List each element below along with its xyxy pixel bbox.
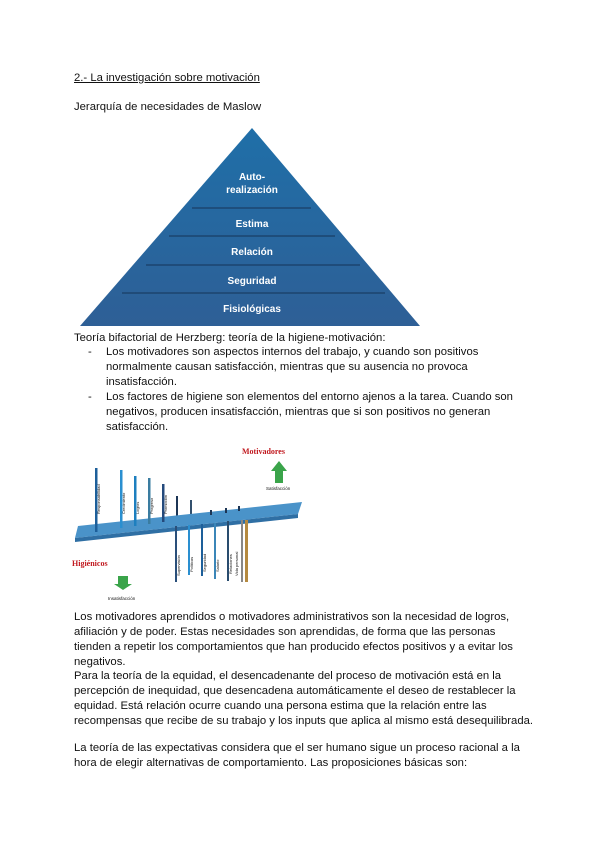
motivator-bar-label: Promoción [163, 494, 168, 514]
herzberg-bullet: - Los factores de higiene son elementos del entorno ajenos a la tarea. Cuando son negativos, producen insatisfacción, mientras que si son positivos no generan satisfacción. [88, 390, 528, 435]
insatisfaction-arrow-head-icon [114, 584, 132, 590]
herzberg-figure [70, 438, 320, 608]
motivator-bar [190, 500, 192, 516]
motivator-bar-label: Responsabilidad [96, 484, 101, 514]
satisfaction-arrow-icon [271, 461, 287, 483]
motivator-bar-label: Progreso [149, 497, 154, 514]
motivator-bar [134, 514, 137, 526]
motivator-bar-label: Logros [135, 501, 140, 514]
motivator-bar [162, 514, 165, 522]
motivadores-label: Motivadores [242, 447, 285, 456]
pyramid-level-realizacion: realización [226, 185, 278, 196]
hygiene-bar-label: Supervisión [176, 555, 181, 576]
hygiene-bar-label: Relaciones [228, 554, 233, 574]
motivator-bar-label: Crecimiento [121, 492, 126, 514]
plane-stub [238, 506, 240, 511]
hygiene-bar-label: Políticas [189, 556, 194, 572]
pyramid-level-auto: Auto- [238, 172, 266, 183]
motivator-bar [176, 496, 178, 516]
herzberg-bullet-list [88, 345, 528, 435]
plane-stub [210, 510, 212, 515]
pyramid-level-relacion: Relación [231, 247, 273, 258]
hygiene-bar-label: Salario [215, 559, 220, 572]
paragraph-equidad: Para la teoría de la equidad, el desencadenante del proceso de motivación está en la percepción de inequidad, que desencadena automáticamente el deseo de restablecer la equidad. Está relación ocurre cuando una persona estima que la relación entre las recompensas que recibe de su trabajo y los inputs que aplica al mismo está desequilibrada. [74, 670, 534, 727]
hygiene-bar [241, 520, 243, 582]
motivator-bar [95, 516, 98, 532]
herzberg-bullet: - Los motivadores son aspectos internos del trabajo, y cuando son positivos normalmente causan satisfacción, mientras que su ausencia no provoca insatisfacción. [88, 345, 528, 390]
plane-stub [225, 508, 227, 513]
pyramid-level-seguridad: Seguridad [227, 276, 277, 287]
maslow-label: Jerarquía de necesidades de Maslow [74, 101, 262, 113]
insatisfaccion-label: Insatisfacción [108, 596, 136, 601]
pyramid-level-fisiologicas: Fisiológicas [223, 304, 281, 315]
pyramid-level-estima: Estima [235, 219, 269, 230]
hygiene-bar-label: Seguridad [202, 553, 207, 572]
insatisfaction-arrow-icon [118, 576, 128, 584]
herzberg-title: Teoría bifactorial de Herzberg: teoría de la higiene-motivación: [74, 332, 386, 344]
hygiene-bar-label: Vida personal [234, 551, 239, 576]
motivator-bar [148, 514, 151, 524]
paragraph-expectativas: La teoría de las expectativas considera que el ser humano sigue un proceso racional a la hora de elegir alternativas de comportamiento. Las proposiciones básicas son: [74, 742, 520, 769]
higienicos-label: Higiénicos [72, 559, 108, 568]
maslow-pyramid [80, 128, 420, 326]
paragraph-motivadores: Los motivadores aprendidos o motivadores administrativos son la necesidad de logros, afiliación y de poder. Estas necesidades son aprendidas, de forma que las personas tienden a repetir los comportamientos que han producido efectos positivos y a evitar los negativos. [74, 611, 513, 668]
section-title: 2.- La investigación sobre motivación [74, 72, 260, 84]
satisfaccion-label: Satisfacción [266, 486, 291, 491]
hygiene-bar [245, 520, 248, 582]
motivator-bar [120, 514, 123, 528]
